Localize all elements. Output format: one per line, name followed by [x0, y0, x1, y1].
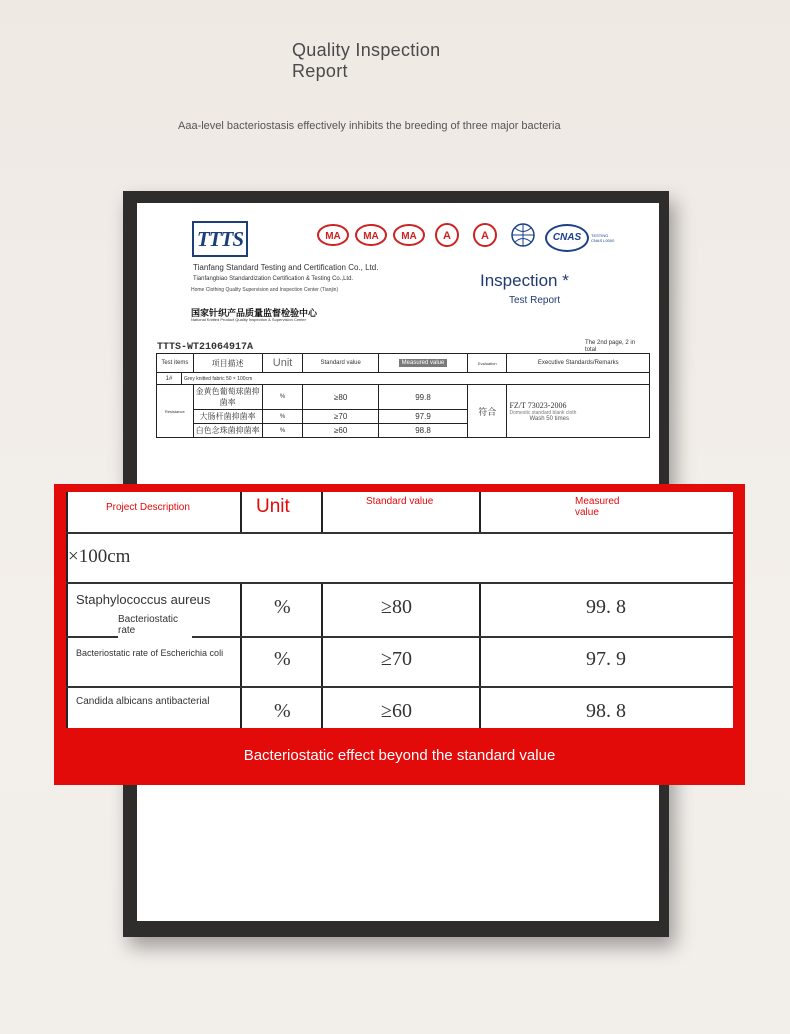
row-standard: ≥60 — [303, 424, 378, 438]
row-standard: ≥80 — [381, 596, 412, 618]
grid-line — [66, 492, 68, 728]
col-evaluation: Evaluation — [468, 354, 507, 373]
cnas-logo: CNAS — [545, 224, 589, 252]
fabric-size: ×100cm — [68, 546, 131, 567]
cma-mark-2 — [355, 223, 387, 253]
table-header-row — [157, 354, 650, 373]
org-english-name: National Knitted Product Quality Inspection & Supervision Center — [191, 317, 306, 322]
grid-line — [321, 582, 323, 728]
row-measured: 97.9 — [378, 410, 467, 424]
svg-text:MA: MA — [325, 231, 341, 242]
row-unit: % — [262, 410, 303, 424]
zoomed-table — [66, 492, 733, 728]
col-standard-value: Standard value — [366, 496, 436, 507]
test-result-table — [156, 353, 650, 438]
grid-line — [66, 686, 733, 688]
row-standard: ≥70 — [303, 410, 378, 424]
row-unit: % — [274, 648, 291, 670]
standard-note-1: Domestic standard blank cloth — [509, 409, 577, 416]
svg-text:A: A — [443, 230, 451, 242]
col-project-description: Project Description — [106, 502, 190, 513]
grid-line — [66, 532, 733, 534]
table-row — [157, 385, 650, 410]
svg-text:A: A — [481, 230, 489, 242]
evaluation: 符合 — [468, 385, 507, 438]
cal-mark-1 — [431, 223, 463, 253]
org-name: Tianfang Standard Testing and Certification Co., Ltd. — [193, 263, 379, 272]
measured-badge: Measured value — [399, 359, 448, 367]
row-name-main: Candida albicans antibacterial — [76, 696, 210, 707]
title-line-1: Quality Inspection — [292, 40, 441, 60]
sample-row — [157, 373, 650, 385]
certification-marks — [317, 223, 617, 253]
org-center: Home Clothing Quality Supervision and Inspection Center (Tianjin) — [191, 287, 339, 293]
grid-line — [321, 492, 323, 532]
cma-mark-1 — [317, 223, 349, 253]
group-label: Resistance — [157, 385, 194, 438]
row-unit: % — [274, 700, 291, 722]
row-name: 大肠杆菌抑菌率 — [193, 410, 262, 424]
row-measured: 98. 8 — [586, 700, 626, 722]
row-measured: 99. 8 — [586, 596, 626, 618]
row-standard: ≥80 — [303, 385, 378, 410]
col-standard: Standard value — [303, 354, 378, 373]
col-test-items: Test items — [157, 354, 194, 373]
col-unit: Unit — [256, 496, 290, 517]
zoom-caption: Bacteriostatic effect beyond the standard value — [243, 747, 556, 764]
col-measured-value: Measured value — [575, 496, 645, 518]
cnas-mark — [545, 224, 617, 252]
row-unit: % — [274, 596, 291, 618]
grid-line — [66, 582, 733, 584]
row-measured: 97. 9 — [586, 648, 626, 670]
cnas-small-text: TESTING CNAS L0000 — [591, 233, 615, 243]
col-standards-remarks: Executive Standards/Remarks — [507, 354, 650, 373]
standard-code: FZ/T 73023-2006 — [509, 400, 567, 410]
title-line-2: Report — [292, 61, 348, 81]
cal-mark-2 — [469, 223, 501, 253]
row-unit: % — [262, 424, 303, 438]
grid-line — [240, 582, 242, 728]
ilac-globe-icon — [507, 223, 539, 253]
zoom-panel — [54, 484, 745, 785]
grid-line — [479, 582, 481, 728]
org-name-alt: Tianfangbiao Standardization Certification & Testing Co.,Ltd. — [193, 276, 354, 282]
row-name-main: Staphylococcus aureus — [76, 592, 222, 607]
page-info: The 2nd page, 2 in total — [585, 340, 636, 353]
row-name: 金黄色葡萄球菌抑菌率 — [193, 385, 262, 410]
col-measured — [378, 354, 467, 373]
row-unit: % — [262, 385, 303, 410]
inspection-title: Inspection * — [480, 271, 569, 290]
org-chinese-name: 国家针织产品质量监督检验中心 — [191, 308, 318, 318]
grid-line — [240, 492, 242, 532]
grid-line — [479, 492, 481, 532]
report-number: TTTS-WT21064917A — [157, 342, 254, 353]
row-measured: 98.8 — [378, 424, 467, 438]
svg-text:MA: MA — [401, 231, 417, 242]
sample-id: 1# — [157, 373, 182, 385]
cma-mark-3 — [393, 223, 425, 253]
standard-note-2: Wash 50 times — [529, 415, 569, 422]
row-name: 白色念珠菌抑菌率 — [193, 424, 262, 438]
test-report-label: Test Report — [509, 295, 561, 306]
row-name-main: Bacteriostatic rate of Escherichia coli — [76, 648, 226, 658]
standard-cell — [507, 385, 650, 438]
page-subtitle: Aaa-level bacteriostasis effectively inhibits the breeding of three major bacteria — [178, 120, 561, 132]
row-name-sub: Bacteriostatic rate — [118, 610, 192, 640]
col-unit: Unit — [262, 354, 303, 373]
page-title — [292, 40, 440, 82]
svg-text:MA: MA — [363, 231, 379, 242]
col-description: 项目描述 — [193, 354, 262, 373]
ttts-logo: TTTS — [192, 221, 248, 257]
sample-desc: Grey knitted fabric 50 × 100cm — [182, 373, 650, 385]
row-standard: ≥70 — [381, 648, 412, 670]
row-standard: ≥60 — [381, 700, 412, 722]
row-measured: 99.8 — [378, 385, 467, 410]
